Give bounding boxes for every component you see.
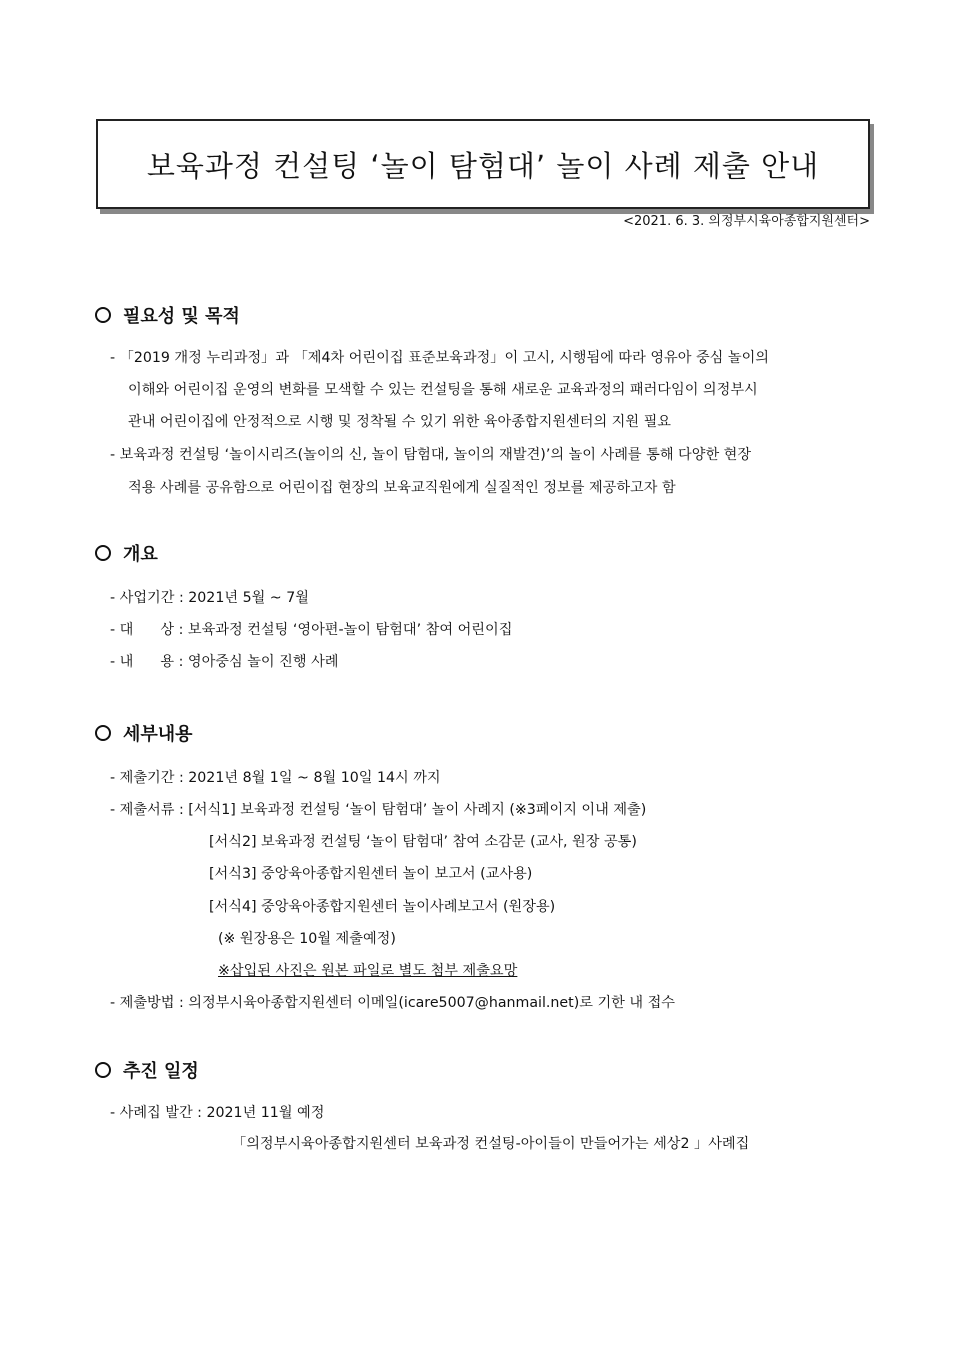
text-line: [서식2] 보육과정 컨설팅 ‘놀이 탐험대’ 참여 소감문 (교사, 원장 공통) — [209, 834, 637, 850]
text-line: - 제출기간 : 2021년 8월 1일 ~ 8월 10일 14시 까지 — [110, 770, 441, 786]
circle-bullet-icon — [95, 1062, 111, 1078]
section-heading-details — [95, 720, 193, 746]
text-line: 「의정부시육아종합지원센터 보육과정 컨설팅-아이들이 만들어가는 세상2 」사례집 — [232, 1136, 750, 1152]
text-line: - 「2019 개정 누리과정」과 「제4차 어린이집 표준보육과정」이 고시, 시행됨에 따라 영유아 중심 놀이의 — [110, 350, 770, 366]
circle-bullet-icon — [95, 307, 111, 323]
text-line: [서식3] 중앙육아종합지원센터 놀이 보고서 (교사용) — [209, 866, 533, 882]
section-heading-text: 필요성 및 목적 — [123, 306, 240, 327]
title-box — [96, 119, 870, 209]
section-heading-overview — [95, 540, 158, 566]
text-line: 적용 사례를 공유함으로 어린이집 현장의 보육교직원에게 실질적인 정보를 제공하고자 함 — [128, 480, 676, 496]
text-line: - 제출방법 : 의정부시육아종합지원센터 이메일(icare5007@hanmail.net)로 기한 내 접수 — [110, 995, 676, 1011]
circle-bullet-icon — [95, 725, 111, 741]
section-heading-purpose — [95, 302, 240, 328]
section-heading-text: 세부내용 — [123, 724, 193, 745]
circle-bullet-icon — [95, 545, 111, 561]
text-line: [서식4] 중앙육아종합지원센터 놀이사례보고서 (원장용) — [209, 899, 556, 915]
text-line: (※ 원장용은 10월 제출예정) — [218, 931, 396, 947]
text-line: 관내 어린이집에 안정적으로 시행 및 정착될 수 있기 위한 육아종합지원센터의 지원 필요 — [128, 414, 671, 430]
section-heading-text: 추진 일정 — [123, 1061, 199, 1082]
underlined-note: ※삽입된 사진은 원본 파일로 별도 첨부 제출요망 — [218, 963, 518, 979]
date-line: <2021. 6. 3. 의정부시육아종합지원센터> — [623, 214, 870, 229]
page-title: 보육과정 컨설팅 ‘놀이 탐험대’ 놀이 사례 제출 안내 — [146, 148, 820, 183]
text-line: 이해와 어린이집 운영의 변화를 모색할 수 있는 컨설팅을 통해 새로운 교육과정의 패러다임이 의정부시 — [128, 382, 758, 398]
text-line: - 대 상 : 보육과정 컨설팅 ‘영아편-놀이 탐험대’ 참여 어린이집 — [110, 622, 513, 638]
text-line: - 사례집 발간 : 2021년 11월 예정 — [110, 1105, 325, 1121]
text-line: - 내 용 : 영아중심 놀이 진행 사례 — [110, 654, 339, 670]
text-line: - 보육과정 컨설팅 ‘놀이시리즈(놀이의 신, 놀이 탐험대, 놀이의 재발견)’의 놀이 사례를 통해 다양한 현장 — [110, 447, 752, 463]
text-line: - 제출서류 : [서식1] 보육과정 컨설팅 ‘놀이 탐험대’ 놀이 사례지 (※3페이지 이내 제출) — [110, 802, 647, 818]
text-line: - 사업기간 : 2021년 5월 ~ 7월 — [110, 590, 309, 606]
section-heading-text: 개요 — [123, 544, 158, 565]
section-heading-schedule — [95, 1057, 199, 1083]
